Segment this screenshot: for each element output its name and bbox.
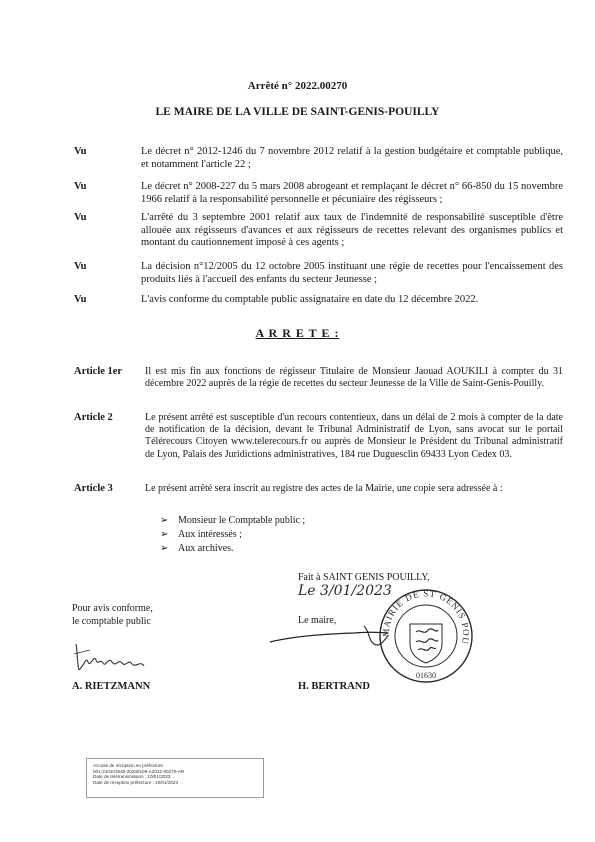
prefecture-receipt-box	[86, 758, 264, 798]
article-text: Le présent arrêté sera inscrit au registre des actes de la Mairie, une copie sera adressée à :	[145, 483, 503, 494]
article-label: Article 3	[74, 483, 113, 494]
list-item	[160, 543, 234, 554]
mayor-caption: Le maire,	[298, 615, 337, 626]
visa-text: L'avis conforme du comptable public assignataire en date du 12 décembre 2022.	[141, 294, 479, 305]
article-label: Article 1er	[74, 366, 123, 377]
list-item	[160, 515, 305, 526]
recipient-text: Aux archives.	[178, 543, 234, 554]
visa-text: L'arrêté du 3 septembre 2001 relatif aux taux de l'indemnité de responsabilité susceptible d'être allouée aux régisseurs d'avances et aux régisseurs de recettes relevant des organismes publics et montant du cautionnement imposé à ces agents ;	[141, 212, 563, 249]
article-label: Article 2	[74, 412, 113, 423]
seal-code: 01630	[416, 671, 436, 680]
visa-label: Vu	[74, 212, 87, 223]
accountant-name: A. RIETZMANN	[72, 681, 151, 692]
decision-heading: A R R E T E :	[255, 326, 340, 340]
accountant-caption: le comptable public	[72, 616, 151, 627]
receipt-line: 001-210103545-20230109-A2022-00270-AR	[93, 768, 185, 774]
visa-text: La décision n°12/2005 du 12 octobre 2005 instituant une régie de recettes pour l'encaissement des produits liés à l'accueil des enfants du secteur Jeunesse ;	[141, 261, 563, 285]
receipt-line: Accusé de réception en préfecture	[93, 763, 163, 768]
arrow-bullet-icon: ➢	[160, 515, 169, 526]
accountant-caption: Pour avis conforme,	[72, 603, 153, 614]
arrow-bullet-icon: ➢	[160, 529, 169, 540]
receipt-line: Date de télétransmission : 10/01/2023	[93, 774, 171, 780]
visa-label: Vu	[74, 181, 87, 192]
mayor-name: H. BERTRAND	[298, 681, 370, 692]
visa-text: Le décret n° 2008-227 du 5 mars 2008 abrogeant et remplaçant le décret n° 66-850 du 15 novembre 1966 relatif à la responsabilité personnelle et pécuniaire des régisseurs ;	[141, 181, 563, 205]
visa-text: Le décret n° 2012-1246 du 7 novembre 2012 relatif à la gestion budgétaire et comptable publique, et notamment l'article 22 ;	[141, 146, 563, 170]
handwritten-date: Le 3/01/2023	[298, 583, 392, 599]
recipient-text: Monsieur le Comptable public ;	[178, 515, 306, 526]
place-line: Fait à SAINT GENIS POUILLY,	[298, 572, 430, 583]
arrete-number: Arrêté n° 2022.00270	[247, 80, 348, 92]
visa-label: Vu	[74, 261, 87, 272]
article-text: Le présent arrêté est susceptible d'un recours contentieux, dans un délai de 2 mois à compter de la date de notification de la décision, devant le Tribunal Administratif de Lyon, sans avocat sur le portail Télérecours Citoyen www.telerecours.fr ou auprès de Monsieur le Président du Tribunal administratif de Lyon, Palais des Juridictions administratives, 184 rue Duguesclin 69433 Lyon Cedex 03.	[145, 412, 563, 460]
list-item	[160, 529, 242, 540]
article-text: Il est mis fin aux fonctions de régisseur Titulaire de Monsieur Jaouad AOUKILI à compter du 31 décembre 2022 auprès de la régie de recettes du secteur Jeunesse de la Ville de Saint-Genis-Pouilly.	[145, 366, 563, 390]
seal-text: MAIRIE DE ST GENIS POU	[380, 588, 472, 646]
visa-label: Vu	[74, 294, 87, 305]
receipt-line: Date de réception préfecture : 10/01/2023	[93, 779, 179, 785]
recipient-text: Aux intéressés ;	[178, 529, 242, 540]
accountant-signature	[70, 636, 170, 676]
mayor-signature	[264, 618, 394, 658]
issuer-title: LE MAIRE DE LA VILLE DE SAINT-GENIS-POUILLY	[155, 106, 440, 118]
visa-label: Vu	[74, 146, 87, 157]
arrow-bullet-icon: ➢	[160, 543, 169, 554]
municipal-seal	[376, 586, 476, 686]
